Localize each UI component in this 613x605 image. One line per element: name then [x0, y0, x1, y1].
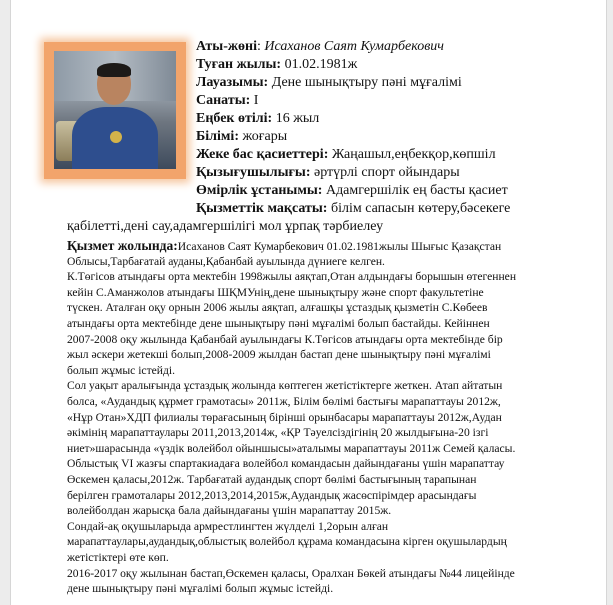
field-name: Аты-жөні: Исаханов Саят Кумарбекович — [196, 39, 444, 54]
career-line-text: болып жұмыс істейді. — [67, 363, 176, 377]
career-line — [67, 300, 487, 316]
field-name-value: Исаханов Саят Кумарбекович — [264, 39, 444, 54]
field-category-label: Санаты: — [196, 93, 251, 108]
career-line-text: болса, «Аудандық құрмет грамотасы» 2011ж, Білім бөлімі бастығы марапаттауы 2012ж, — [67, 395, 501, 408]
career-line — [67, 332, 503, 348]
field-category — [196, 92, 258, 110]
field-position-value: Дене шынықтыру пәні мұғалімі — [271, 75, 462, 90]
field-goal-value: білім сапасын көтеру,бәсекеге — [330, 201, 511, 216]
career-line — [67, 285, 484, 301]
field-personal — [196, 146, 496, 164]
career-line-text: кейін С.Аманжолов атындағы ШҚМУнің,дене шынықтыру және спорт факультетіне — [67, 285, 484, 299]
career-line-text: әкімінің марапаттаулары 2011,2013,2014ж, «ҚР Тәуелсіздігінің 20 жылдығына-20 ізгі — [67, 426, 489, 440]
career-line-text: Сондай-ақ оқушыларыда армрестлингтен жүлделі 1,2орын алған — [67, 519, 389, 533]
portrait-frame — [44, 42, 186, 179]
career-line-text: жыл әскери жетекші болып,2008-2009 жылдан бастап дене шынықтыру пәні мұғалімі — [67, 348, 491, 362]
career-line-text: атындағы орта мектебінде дене шынықтыру пәні мұғалімі болып бастайды. Кейіннен — [67, 317, 490, 330]
career-line — [67, 472, 476, 488]
field-interests-value: әртүрлі спорт ойындары — [313, 165, 460, 180]
career-line-text: дене шынықтыру пәні мұғалімі болып жұмыс істейді. — [67, 582, 334, 596]
field-name-label: Аты-жөні — [196, 39, 257, 54]
field-interests — [196, 164, 460, 182]
career-line-text: «Нұр Отан»ХДП филиалы төрағасының бірінші орынбасары марапаттауы 2012ж,Аудан — [67, 410, 502, 424]
field-education — [196, 128, 287, 146]
career-line — [67, 269, 516, 285]
career-line — [67, 238, 501, 255]
career-line-text: Сол уақыт аралығында ұстаздық жолында көптеген жетістіктерге жеткен. Атап айтатын — [67, 379, 503, 393]
field-education-label: Білімі: — [196, 129, 239, 144]
field-life — [196, 182, 508, 200]
field-goal-continuation: қабілетті,дені сау,адамгершілігі мол ұрпақ тәрбиелеу — [67, 219, 384, 234]
portrait-photo — [54, 51, 176, 169]
career-line — [67, 456, 504, 472]
field-life-value: Адамгершілік ең басты қасиет — [325, 183, 508, 198]
career-line-text: Исаханов Саят Кумарбекович 01.02.1981жылы Шығыс Қазақстан — [177, 240, 502, 253]
career-line-text: 2016-2017 оқу жылынан бастап,Өскемен қаласы, Оралхан Бөкей атындағы №44 лицейінде — [67, 566, 515, 580]
field-goal-label: Қызметтік мақсаты: — [196, 201, 328, 216]
career-line — [67, 441, 515, 457]
career-line — [67, 254, 385, 270]
career-line — [67, 378, 502, 394]
career-line — [67, 347, 491, 363]
field-interests-label: Қызығушылығы: — [196, 165, 311, 180]
career-line — [67, 566, 515, 582]
medal-shape — [110, 131, 122, 143]
career-line — [67, 550, 169, 566]
field-personal-label: Жеке бас қасиеттері: — [196, 147, 329, 162]
career-line — [67, 425, 488, 441]
career-line-text: Облыстық VI жазғы спартакиадаға волейбол командасын дайындағаны үшін марапаттау — [67, 457, 505, 471]
career-line — [67, 488, 476, 504]
field-position-label: Лауазымы: — [196, 75, 269, 90]
field-birth — [196, 56, 357, 74]
career-line — [67, 410, 502, 426]
career-line-text: волейболдан жарысқа бала дайындағаны үшін марапаттау 2015ж. — [67, 504, 392, 518]
field-experience-value: 16 жыл — [275, 111, 320, 126]
field-personal-value: Жаңашыл,еңбекқор,көпшіл — [331, 147, 496, 162]
field-experience — [196, 110, 319, 128]
career-line-text: К.Төгісов атындағы орта мектебін 1998жылы аяқтап,Отан алдындағы борышын өтегеннен — [67, 270, 517, 284]
career-line-text: Облысы,Тарбағатай ауданы,Қабанбай ауылында дүниеге келген. — [67, 254, 385, 268]
career-line — [67, 316, 490, 332]
field-education-value: жоғары — [242, 129, 288, 144]
field-life-label: Өмірлік ұстанымы: — [196, 183, 323, 198]
career-line — [67, 581, 333, 597]
page-border-left — [0, 0, 11, 605]
field-experience-label: Еңбек өтілі: — [196, 111, 273, 126]
career-line-text: Өскемен қаласы,2012ж. Тарбағатай аудандық спорт бөлімі бастығының тарапынан — [67, 473, 477, 486]
field-birth-value: 01.02.1981ж — [284, 57, 358, 72]
career-line-text: марапаттаулары,аудандық,облыстық волейбол құрама командасына кірген оқушылардың — [67, 535, 507, 549]
career-heading: Қызмет жолында: — [67, 238, 178, 253]
career-line-text: ниет»шарасында «үздік волейбол ойыншысы»аталымы марапаттауы 2011ж Семей қаласы. — [67, 441, 516, 455]
career-line — [67, 394, 501, 410]
career-line — [67, 363, 175, 379]
field-position — [196, 74, 462, 92]
career-line-text: 2007-2008 оқу жылында Қабанбай ауылындағы К.Төгісов атындағы орта мектебінде бір — [67, 332, 503, 346]
career-line — [67, 503, 391, 519]
page-border-right — [606, 0, 613, 605]
career-line — [67, 534, 507, 550]
field-birth-label: Туған жылы: — [196, 57, 282, 72]
field-goal — [196, 200, 510, 218]
career-line-text: түскен. Аталған оқу орнын 2006 жылы аяқтап, алғашқы ұстаздық қызметін С.Көбеев — [67, 301, 488, 315]
career-line-text: берілген грамоталары 2012,2013,2014,2015ж,Аудандық жасөспірімдер арасындағы — [67, 488, 477, 502]
career-line-text: жетістіктері өте көп. — [67, 551, 169, 564]
career-line — [67, 519, 388, 535]
field-category-value: I — [253, 93, 259, 108]
